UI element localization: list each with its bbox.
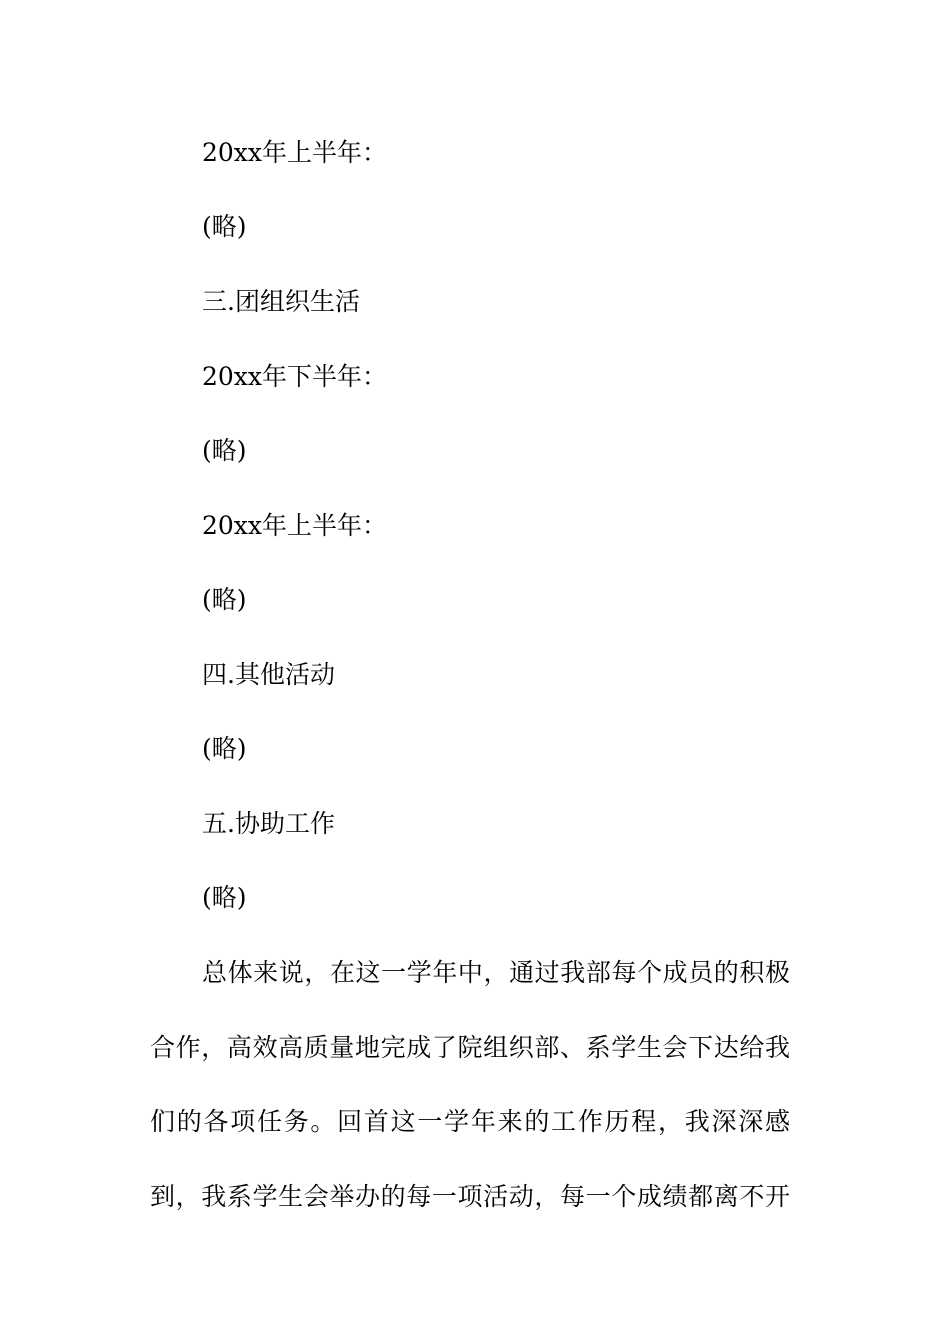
paragraph-line: 们的各项任务。回首这一学年来的工作历程，我深深感 bbox=[150, 1107, 790, 1137]
omitted-text: (略) bbox=[202, 436, 247, 465]
paragraph-line: 到，我系学生会举办的每一项活动，每一个成绩都离不开 bbox=[150, 1181, 790, 1211]
heading-2020-first-half: 20xx年上半年： bbox=[202, 511, 388, 540]
section-heading-other-activities: 四.其他活动 bbox=[202, 660, 335, 689]
paragraph-line: 总体来说，在这一学年中，通过我部每个成员的积极 bbox=[202, 958, 790, 987]
omitted-text: (略) bbox=[202, 212, 247, 241]
paragraph-line: 合作，高效高质量地完成了院组织部、系学生会下达给我 bbox=[150, 1032, 790, 1062]
section-heading-assist-work: 五.协助工作 bbox=[202, 809, 335, 838]
summary-paragraph bbox=[150, 958, 790, 1256]
heading-2020-first-half: 20xx年上半年： bbox=[202, 138, 388, 167]
omitted-text: (略) bbox=[202, 734, 247, 763]
omitted-text: (略) bbox=[202, 585, 247, 614]
section-heading-league-life: 三.团组织生活 bbox=[202, 287, 360, 316]
heading-2020-second-half: 20xx年下半年： bbox=[202, 362, 388, 391]
omitted-text: (略) bbox=[202, 883, 247, 912]
